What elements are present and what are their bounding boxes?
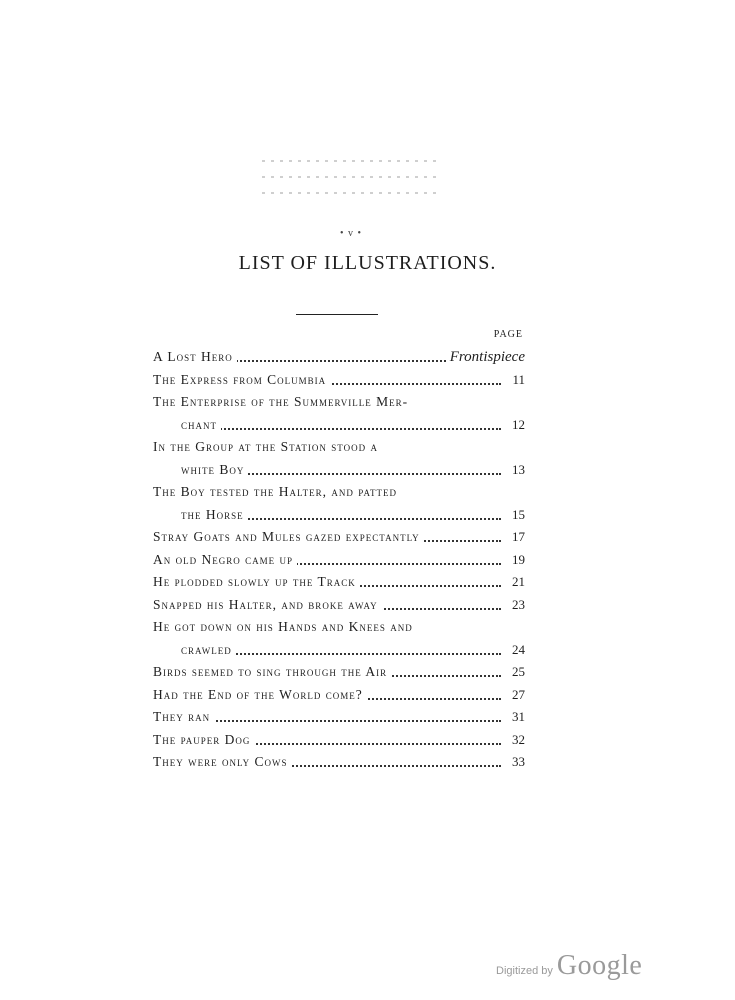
list-item — [153, 526, 525, 549]
page-number: 31 — [508, 706, 525, 729]
list-item — [153, 594, 525, 617]
page-number: 11 — [508, 369, 525, 392]
page-number: 27 — [508, 684, 525, 707]
illustration-title: Stray Goats and Mules gazed expectantly — [153, 529, 424, 544]
list-item — [153, 346, 525, 369]
bleed-through-marks — [262, 160, 442, 220]
list-item — [153, 706, 525, 729]
page-number: 25 — [508, 661, 525, 684]
illustration-title: Birds seemed to sing through the Air — [153, 664, 391, 679]
page-number: 15 — [508, 504, 525, 527]
illustration-title: chant — [153, 417, 221, 432]
page-title: LIST OF ILLUSTRATIONS. — [238, 252, 497, 274]
watermark-prefix: Digitized by — [496, 965, 553, 977]
illustration-title: A Lost Hero — [153, 349, 237, 364]
list-item — [153, 616, 525, 639]
illustration-title: The Express from Columbia — [153, 372, 330, 387]
illustration-title: He plodded slowly up the Track — [153, 574, 360, 589]
list-item — [153, 391, 525, 414]
illustration-title: the Horse — [153, 507, 248, 522]
page-number: 17 — [508, 526, 525, 549]
list-item — [153, 549, 525, 572]
illustration-title: He got down on his Hands and Knees and — [153, 619, 417, 634]
list-item — [153, 684, 525, 707]
list-item — [153, 504, 525, 527]
list-item — [153, 436, 525, 459]
illustration-title: white Boy — [153, 462, 248, 477]
heading-rule — [296, 314, 378, 315]
illustration-title: The Enterprise of the Summerville Mer- — [153, 394, 412, 409]
list-item — [153, 751, 525, 774]
illustration-title: In the Group at the Station stood a — [153, 439, 382, 454]
illustration-title: Had the End of the World come? — [153, 687, 367, 702]
illustration-title: They ran — [153, 709, 214, 724]
illustration-title: Snapped his Halter, and broke away — [153, 597, 382, 612]
page-number: 33 — [508, 751, 525, 774]
page-number: 12 — [508, 414, 525, 437]
illustration-title: crawled — [153, 642, 236, 657]
illustration-title: They were only Cows — [153, 754, 291, 769]
page-number: 21 — [508, 571, 525, 594]
watermark-brand: Google — [556, 950, 643, 981]
illustrations-list — [153, 346, 525, 774]
page-number: 32 — [508, 729, 525, 752]
page-number: 13 — [508, 459, 525, 482]
list-item — [153, 481, 525, 504]
illustration-title: The Boy tested the Halter, and patted — [153, 484, 401, 499]
list-item — [153, 459, 525, 482]
list-item — [153, 571, 525, 594]
page-number: Frontispiece — [446, 346, 525, 369]
list-item — [153, 414, 525, 437]
page-number: 24 — [508, 639, 525, 662]
page-roman-numeral: • v • — [340, 228, 363, 239]
list-item — [153, 639, 525, 662]
illustration-title: An old Negro came up — [153, 552, 297, 567]
list-item — [153, 369, 525, 392]
list-item — [153, 661, 525, 684]
illustration-title: The pauper Dog — [153, 732, 254, 747]
digitized-by-google-watermark — [496, 950, 642, 982]
page-column-label: PAGE — [493, 329, 523, 340]
page-number: 19 — [508, 549, 525, 572]
page-number: 23 — [508, 594, 525, 617]
list-item — [153, 729, 525, 752]
